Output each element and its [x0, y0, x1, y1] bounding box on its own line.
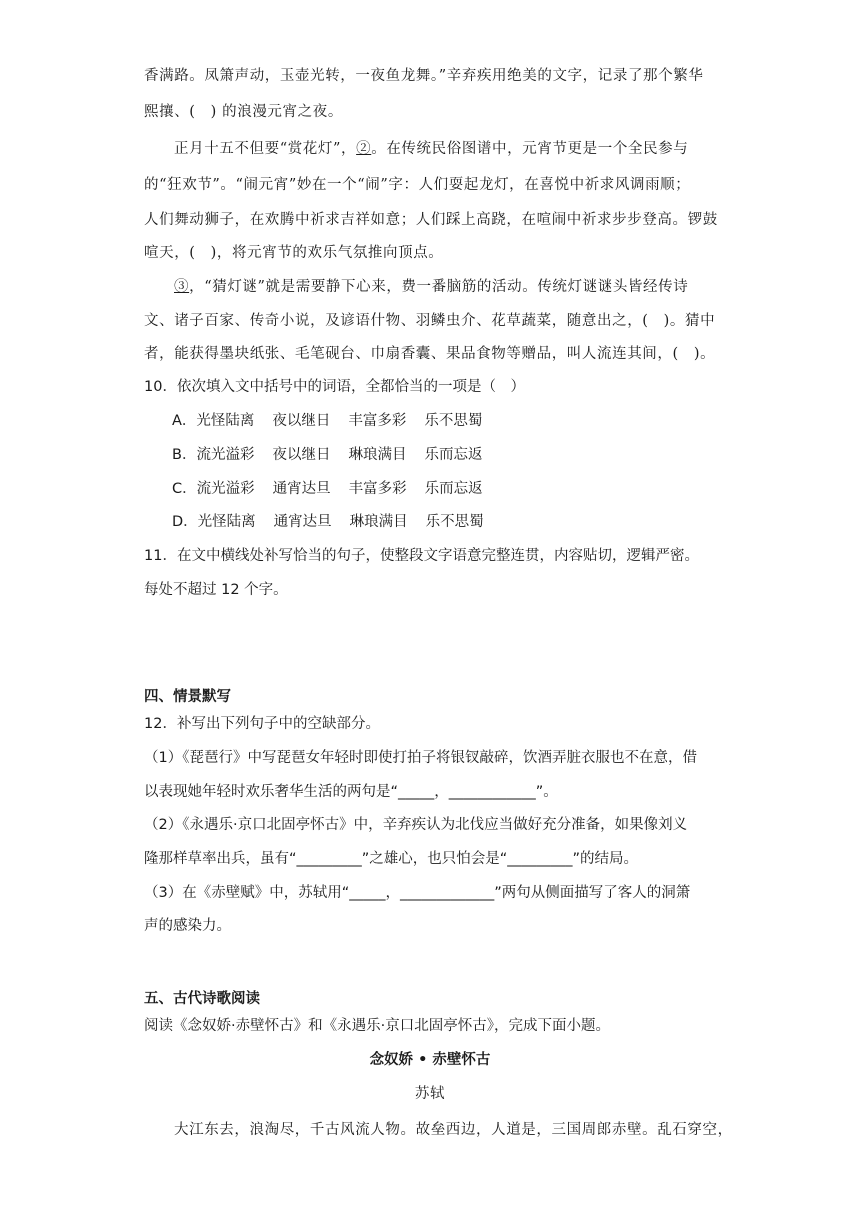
passage-line: [174, 139, 688, 159]
option-label: A．: [172, 413, 197, 429]
option-word: 琳琅满目: [349, 514, 408, 530]
section-4-heading: 四、情景默写: [144, 689, 231, 705]
passage-line: 人们舞动狮子，在欢腾中祈求吉祥如意；人们踩上高跷，在喧闹中祈求步步登高。锣鼓: [144, 212, 718, 228]
section-5-intro: 阅读《念奴娇·赤壁怀古》和《永遇乐·京口北固亭怀古》，完成下面小题。: [144, 1018, 610, 1034]
option-word: 夜以继日: [272, 447, 331, 463]
option-c[interactable]: [172, 479, 483, 499]
question-12-3-line: （3）在《赤壁赋》中，苏轼用“_____，_____________”两句从侧面描写了客人的洞箫: [144, 885, 691, 901]
option-label: C．: [172, 481, 197, 497]
option-d[interactable]: [172, 512, 484, 532]
option-word: 丰富多彩: [348, 481, 407, 497]
option-word: 乐而忘返: [424, 481, 483, 497]
passage-text: 正月十五不但要“赏花灯”，: [174, 141, 357, 157]
option-word: 通宵达旦: [272, 481, 331, 497]
option-word: 乐不思蜀: [424, 413, 483, 429]
option-word: 乐不思蜀: [425, 514, 484, 530]
section-5-heading: 五、古代诗歌阅读: [144, 991, 260, 1007]
passage-text: 。在传统民俗图谱中，元宵节更是一个全民参与: [371, 141, 689, 157]
question-12-1-line: 以表现她年轻时欢乐奢华生活的两句是“_____，____________”。: [144, 784, 558, 800]
question-12-1-line: （1）《琵琶行》中写琵琶女年轻时即使打拍子将银钗敲碎，饮酒弄脏衣服也不在意，借: [144, 750, 697, 766]
passage-line: 的“狂欢节”。“闹元宵”妙在一个“闹”字：人们耍起龙灯，在喜悦中祈求风调雨顺；: [144, 177, 691, 193]
passage-line: 香满路。凤箫声动，玉壶光转，一夜鱼龙舞。”辛弃疾用绝美的文字，记录了那个繁华: [144, 68, 704, 84]
passage-line: 者，能获得墨块纸张、毛笔砚台、巾扇香囊、果品食物等赠品，叫人流连其间，( )。: [144, 346, 716, 362]
option-word: 流光溢彩: [196, 447, 255, 463]
question-12-3-line: 声的感染力。: [144, 918, 231, 934]
poem-line: 大江东去，浪淘尽，千古风流人物。故垒西边，人道是，三国周郎赤壁。乱石穿空，: [174, 1122, 733, 1138]
passage-line: [174, 277, 688, 297]
passage-line: 文、诸子百家、传奇小说，及谚语什物、羽鳞虫介、花草蔬菜，随意出之，( )。猜中: [144, 313, 716, 329]
option-word: 夜以继日: [272, 413, 331, 429]
poem-author: 苏轼: [414, 1086, 446, 1102]
passage-line: 熙攘、( ) 的浪漫元宵之夜。: [144, 104, 343, 120]
option-word: 通宵达旦: [273, 514, 332, 530]
option-word: 光怪陆离: [196, 413, 255, 429]
option-label: B．: [172, 447, 197, 463]
question-12-stem: 12．补写出下列句子中的空缺部分。: [144, 716, 380, 732]
option-label: D．: [172, 514, 198, 530]
passage-text: ，“猜灯谜”就是需要静下心来，费一番脑筋的活动。传统灯谜谜头皆经传诗: [189, 279, 689, 295]
option-a[interactable]: [172, 411, 482, 431]
poem-title: 念奴娇 • 赤壁怀古: [369, 1052, 491, 1068]
question-12-2-line: （2）《永遇乐·京口北固亭怀古》中，辛弃疾认为北伐应当做好充分准备，如果像刘义: [144, 817, 688, 833]
question-12-2-line: 隆那样草率出兵，虽有“_________”之雄心，也只怕会是“_________”的结局。: [144, 851, 639, 867]
question-11-line: 11．在文中横线处补写恰当的句子，使整段文字语意完整连贯，内容贴切，逻辑严密。: [144, 548, 699, 564]
blank-marker-2: ②: [356, 141, 372, 157]
question-10-stem: 10．依次填入文中括号中的词语，全都恰当的一项是（ ）: [144, 379, 525, 395]
option-word: 乐而忘返: [424, 447, 483, 463]
question-11-line: 每处不超过 12 个字。: [144, 582, 288, 598]
blank-marker-3: ③: [174, 279, 190, 295]
option-word: 丰富多彩: [348, 413, 407, 429]
option-word: 流光溢彩: [196, 481, 255, 497]
option-word: 光怪陆离: [197, 514, 256, 530]
option-word: 琳琅满目: [348, 447, 407, 463]
option-b[interactable]: [172, 445, 482, 465]
passage-line: 喧天，( )，将元宵节的欢乐气氛推向顶点。: [144, 245, 444, 261]
